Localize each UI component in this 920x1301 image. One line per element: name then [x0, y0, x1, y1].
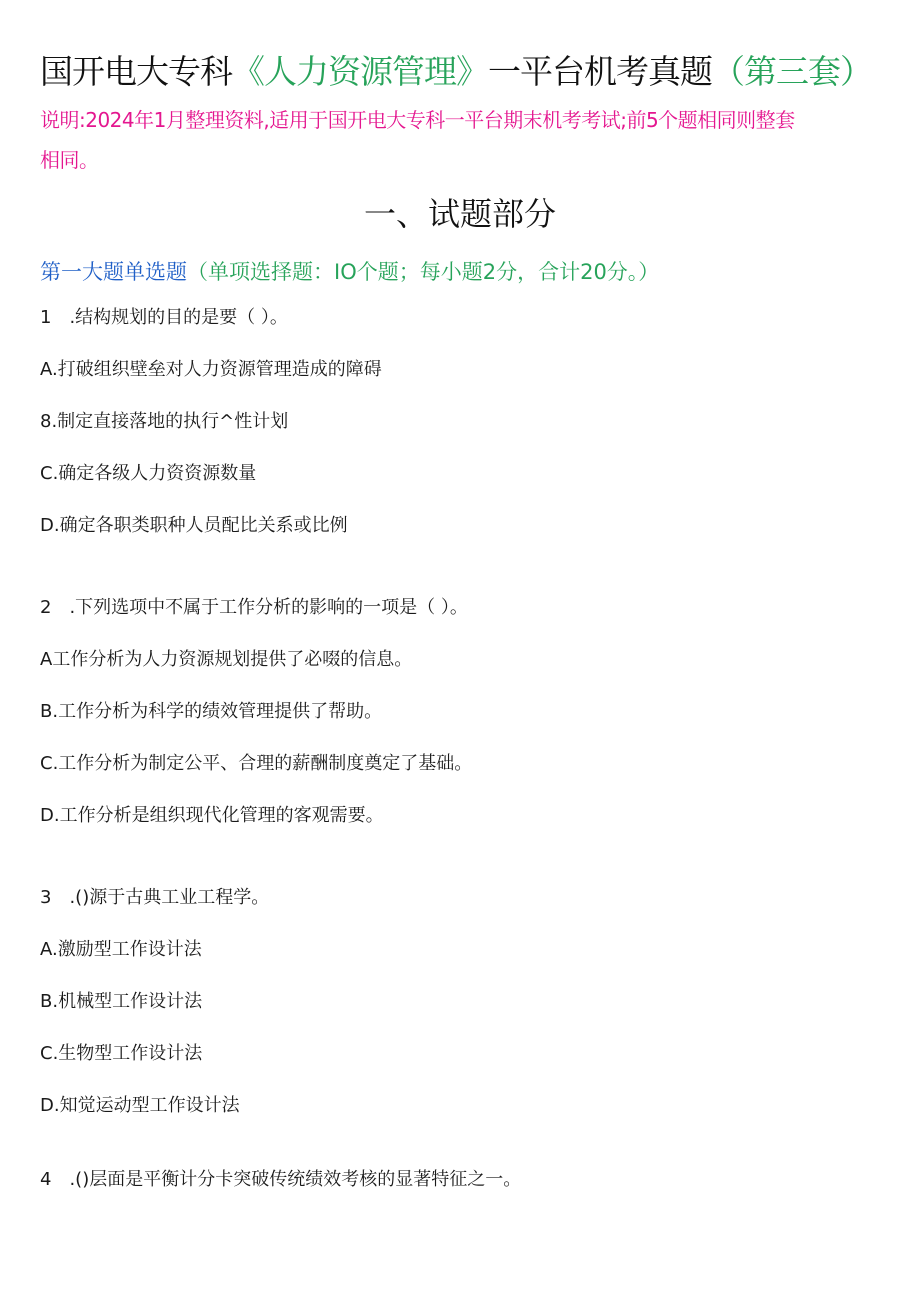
question-3-option-d: D.知觉运动型工作设计法 [40, 1095, 240, 1116]
question-1-option-b: 8.制定直接落地的执行^性计划 [40, 411, 289, 432]
title-part-course: 《人力资源管理》 [232, 52, 488, 91]
question-1-option-a: A.打破组织壁垒对人力资源管理造成的障碍 [40, 359, 382, 380]
question-1-option-c: C.确定各级人力资资源数量 [40, 463, 257, 484]
section-heading: 一、试题部分 [363, 195, 556, 233]
part-heading [40, 256, 900, 288]
question-2-stem: 2 .下列选项中不属于工作分析的影响的一项是（ ）。 [40, 597, 468, 618]
title-part-platform: 一平台机考真题 [488, 52, 712, 91]
part-heading-detail: （单项选择题：IO个题；每小题2分，合计20分。） [187, 260, 660, 284]
question-2-option-d: D.工作分析是组织现代化管理的客观需要。 [40, 805, 384, 826]
question-3-option-b: B.机械型工作设计法 [40, 991, 203, 1012]
question-3-option-a: A.激励型工作设计法 [40, 939, 202, 960]
question-2-option-b: B.工作分析为科学的绩效管理提供了帮助。 [40, 701, 383, 722]
part-heading-label: 第一大题单选题 [40, 260, 187, 284]
question-3-option-c: C.生物型工作设计法 [40, 1043, 203, 1064]
question-1-option-d: D.确定各职类职种人员配比关系或比例 [40, 515, 348, 536]
question-2-option-c: C.工作分析为制定公平、合理的薪酬制度奠定了基础。 [40, 753, 473, 774]
question-4-stem: 4 .()层面是平衡计分卡突破传统绩效考核的显著特征之一。 [40, 1169, 522, 1190]
document-title [40, 50, 910, 94]
document-note [40, 100, 895, 180]
question-2-option-a: A工作分析为人力资源规划提供了必啜的信息。 [40, 649, 413, 670]
title-part-set: （第三套） [712, 52, 872, 91]
title-part-school: 国开电大专科 [40, 52, 232, 91]
question-1-stem: 1 .结构规划的目的是要（ ）。 [40, 307, 288, 328]
note-line-2: 相同。 [40, 148, 99, 172]
question-3-stem: 3 .()源于古典工业工程学。 [40, 887, 270, 908]
note-line-1: 说明:2024年1月整理资料,适用于国开电大专科一平台期末机考考试;前5个题相同则整套 [40, 108, 795, 132]
